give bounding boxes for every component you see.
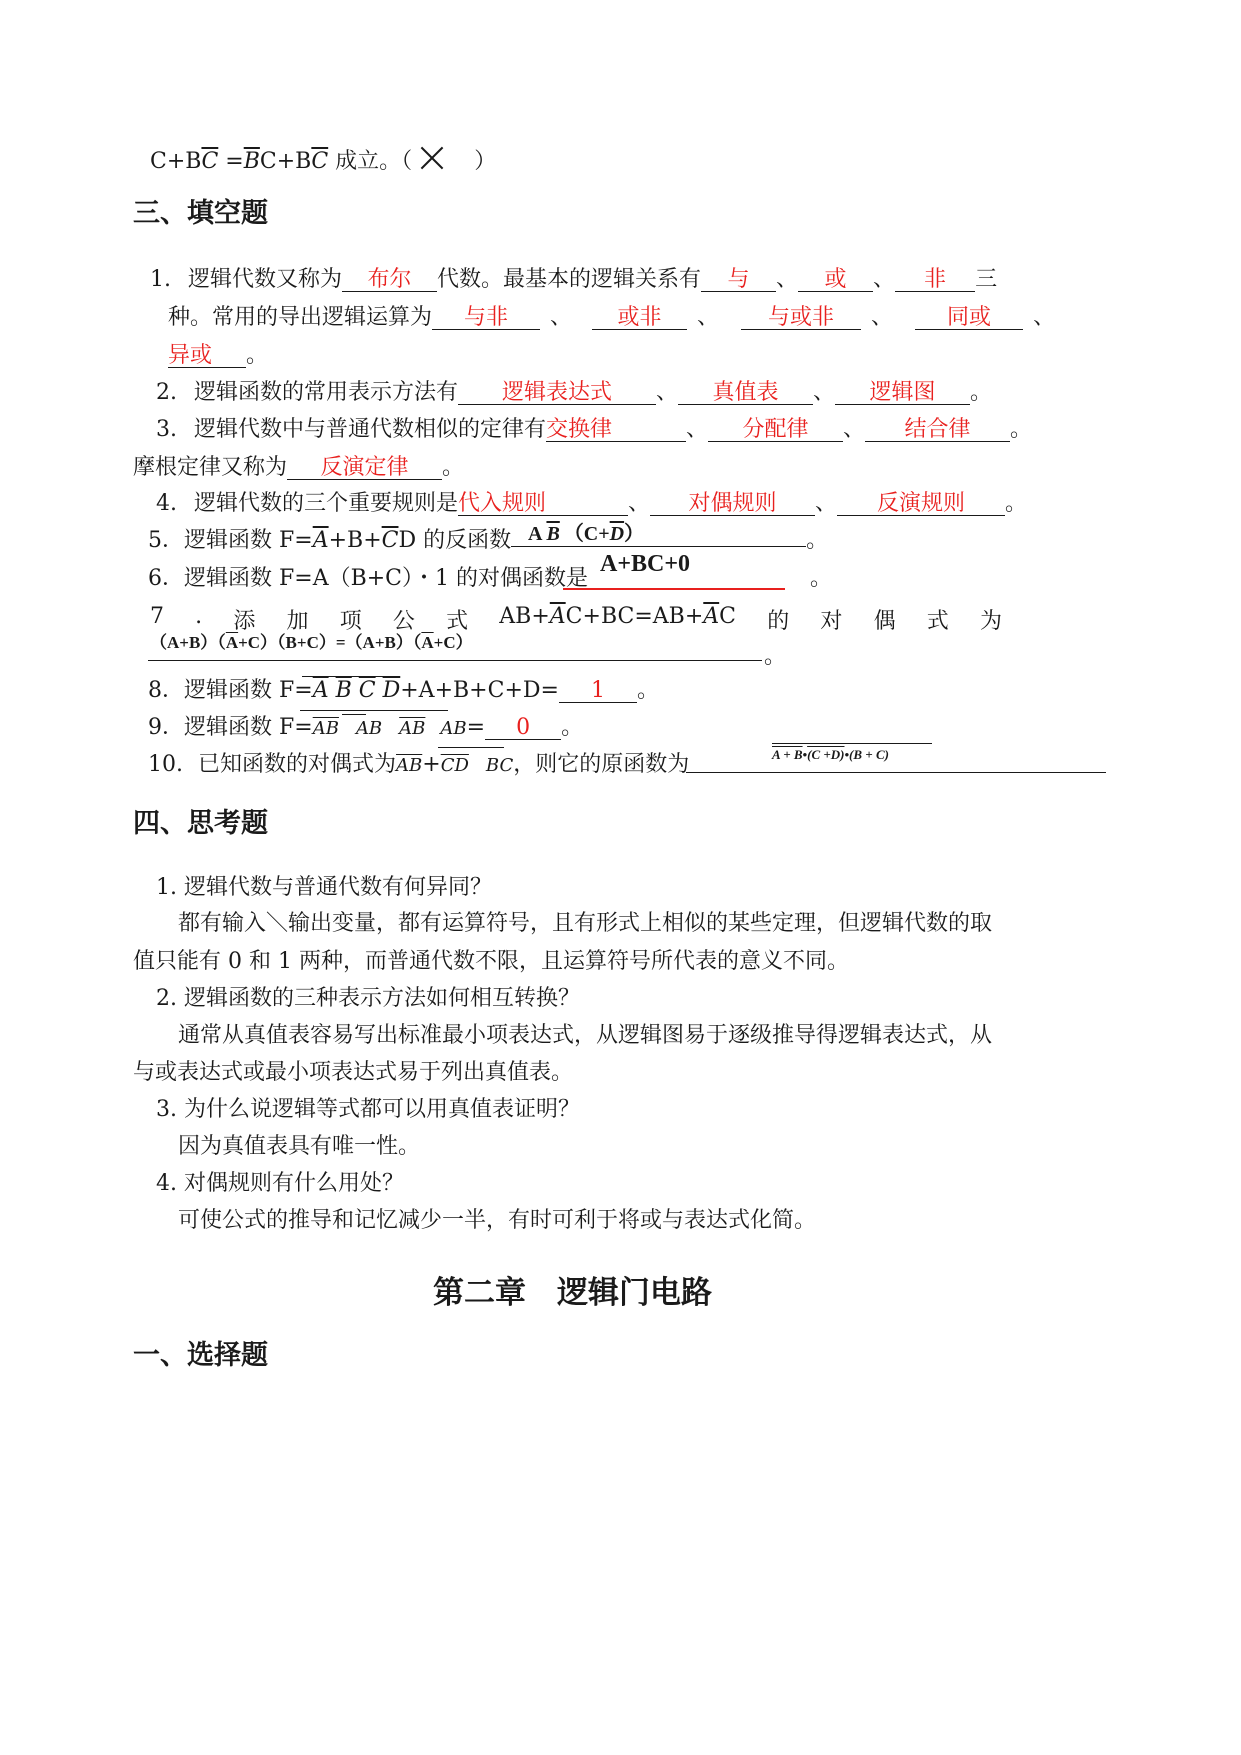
answer: 异或 xyxy=(168,343,213,368)
answer: 同或 xyxy=(947,305,992,330)
top-statement: $C+B\overline{C} =\overline{B}C+B\overline{C}$ 成立。（ ） xyxy=(150,145,496,173)
q10-overbar xyxy=(438,747,504,748)
q6-answer: A+BC+0 xyxy=(600,551,691,577)
answer: 反演定律 xyxy=(320,455,409,480)
answer: 对偶规则 xyxy=(688,491,777,516)
q4-line: 4. 逻辑代数的三个重要规则是代入规则 、 对偶规则 、 反演规则 。 xyxy=(156,491,1028,516)
answer: 非 xyxy=(924,267,947,292)
q3-line1: 3. 逻辑代数中与普通代数相似的定律有交换律 、 分配律 、 结合律 。 xyxy=(156,417,1033,442)
think-a2-line2: 与或表达式或最小项表达式易于列出真值表。 xyxy=(133,1060,574,1085)
section-heading-thinking: 四、思考题 xyxy=(133,808,268,839)
think-a4: 可使公式的推导和记忆减少一半，有时可利于将或与表达式化简。 xyxy=(178,1208,817,1233)
q10-answer: A + B•(C +D)•(B + C) xyxy=(772,747,889,762)
answer: 布尔 xyxy=(367,267,412,292)
q7-end: 。 xyxy=(764,644,787,669)
answer: 逻辑表达式 xyxy=(502,380,613,405)
answer: 1 xyxy=(590,678,605,703)
answer: 与或非 xyxy=(768,305,835,330)
think-q4: 4. 对偶规则有什么用处？ xyxy=(156,1171,404,1196)
q9-overbar-inner xyxy=(342,714,366,715)
answer: 交换律 xyxy=(546,417,613,442)
answer: 或非 xyxy=(617,305,662,330)
think-a2-line1: 通常从真值表容易写出标准最小项表达式，从逻辑图易于逐级推导得逻辑表达式，从 xyxy=(178,1023,993,1048)
q6-answer-rule xyxy=(563,588,785,590)
q5-line: 5．逻辑函数 $F=\overline{A}+B+\overline{C}D$ 的反函数 。 xyxy=(148,528,829,553)
answer: 0 xyxy=(516,715,531,740)
think-a1-line2: 值只能有 0 和 1 两种，而普通代数不限，且运算符号所代表的意义不同。 xyxy=(133,949,849,974)
q10-line: 10. 已知函数的对偶式为$\overline{AB}+\overline{CD}$ BC，则它的原函数为 xyxy=(148,752,690,777)
q8-overbar xyxy=(302,676,400,677)
q5-answer: A $\overline{B}$ $(C+\overline{D})$ xyxy=(528,523,645,545)
q8-line: 8．逻辑函数 $F=\overline{A}$ $\overline{B}$ $\overline{C}$ $\overline{D}+A+B+C+D= 1$ 。 xyxy=(148,678,659,703)
q7-line: 7 . 添 加 项 公 式 $AB+\overline{A}C+BC=AB+\overline{A}C$ 的 对 偶 式 为 xyxy=(150,604,1002,634)
think-q2: 2. 逻辑函数的三种表示方法如何相互转换？ xyxy=(156,986,580,1011)
answer: 或 xyxy=(824,267,847,292)
think-q1: 1. 逻辑代数与普通代数有何异同？ xyxy=(156,875,492,900)
q2-line: 2. 逻辑函数的常用表示方法有 逻辑表达式 、 真值表 、 逻辑图 。 xyxy=(156,380,993,405)
q7-answer: $(A+B)(\overline{A}+C)(B+C)=(A+B)(\overline{A}+C)$ xyxy=(150,633,473,652)
q1-line2: 种。常用的导出逻辑运算为 与非 、 或非 、 与或非 、 同或 、 xyxy=(168,305,1056,330)
q6-line: 6．逻辑函数 F=A（B+C）・1 的对偶函数是 。 xyxy=(148,566,833,591)
q1-line1: 1. 逻辑代数又称为 布尔 代数。最基本的逻辑关系有 与 、 或 、 非 三 xyxy=(150,267,998,292)
answer: 分配律 xyxy=(742,417,809,442)
q3-line2: 摩根定律又称为 反演定律 。 xyxy=(133,455,465,480)
answer: 与非 xyxy=(464,305,509,330)
answer: 与 xyxy=(727,267,750,292)
cross-mark-icon xyxy=(419,145,445,171)
q7-answer-rule xyxy=(148,660,762,661)
q9-line: 9．逻辑函数 $F=\overline{AB}$ AB $\overline{AB}$ AB= 0 。 xyxy=(148,715,584,740)
section-heading-choice: 一、选择题 xyxy=(133,1340,268,1371)
answer: 真值表 xyxy=(712,380,779,405)
q1-line3: 异或 。 xyxy=(168,343,269,368)
answer: 逻辑图 xyxy=(869,380,936,405)
answer: 结合律 xyxy=(904,417,971,442)
answer: 代入规则 xyxy=(458,491,547,516)
answer: 反演规则 xyxy=(877,491,966,516)
think-a1-line1: 都有输入＼输出变量，都有运算符号，且有形式上相似的某些定理，但逻辑代数的取 xyxy=(178,911,993,936)
think-q3: 3. 为什么说逻辑等式都可以用真值表证明？ xyxy=(156,1097,580,1122)
q10-answer-overbar xyxy=(772,743,932,744)
chapter-title: 第二章 逻辑门电路 xyxy=(433,1275,712,1311)
q9-overbar xyxy=(300,710,448,711)
section-heading-fill-blank: 三、填空题 xyxy=(133,198,268,229)
think-a3: 因为真值表具有唯一性。 xyxy=(178,1134,421,1159)
q10-answer-rule xyxy=(686,772,1106,773)
